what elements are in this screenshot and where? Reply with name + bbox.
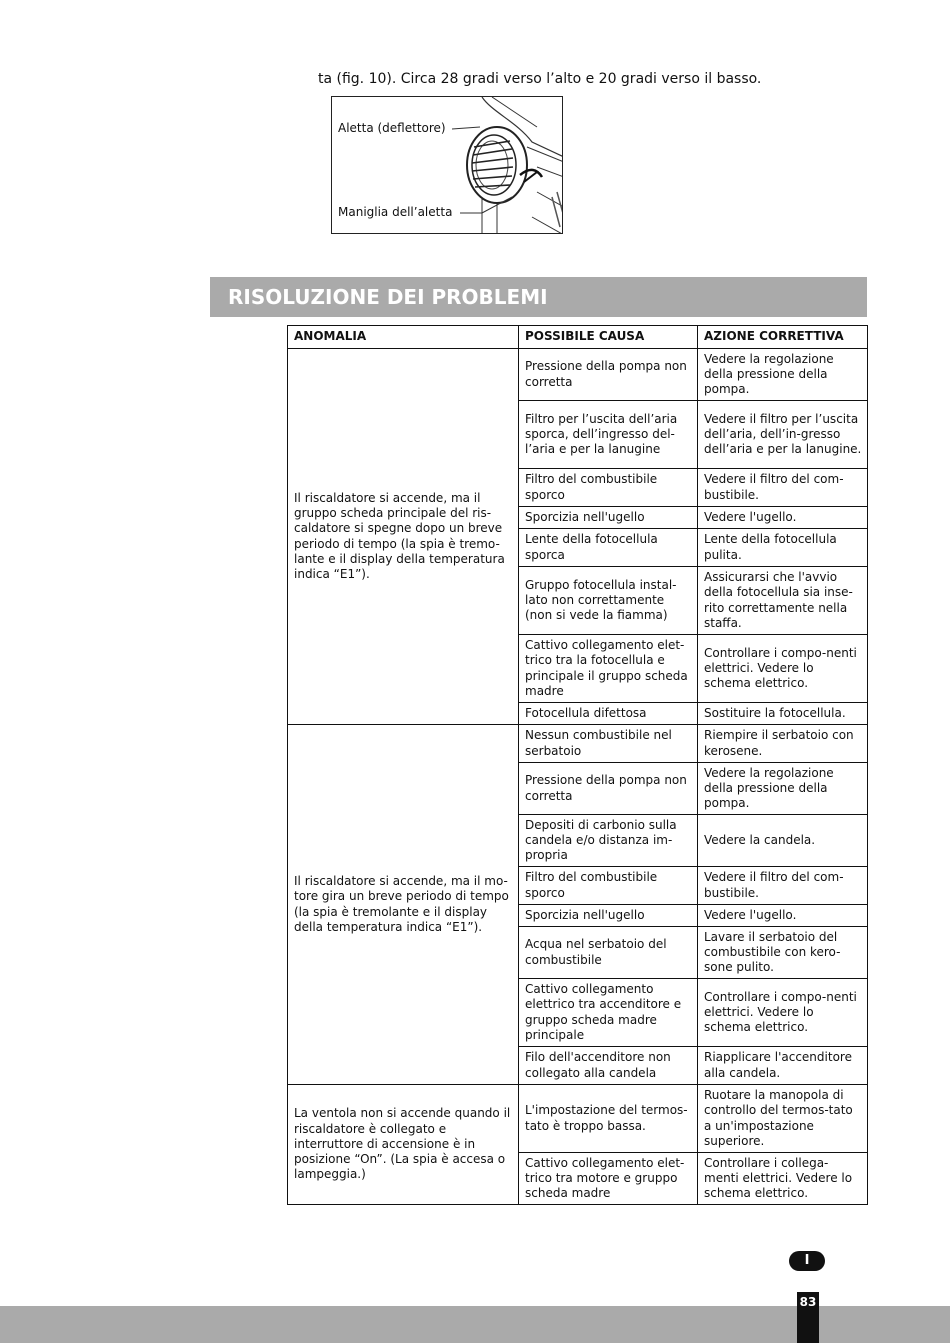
header-causa: POSSIBILE CAUSA: [519, 326, 698, 349]
anomalia-cell: La ventola non si accende quando il riscaldatore è collegato e interruttore di accensione è in posizione “On”. (La spia è accesa o lampeggia.): [288, 1085, 519, 1205]
action-cell: Riempire il serbatoio con kerosene.: [698, 725, 868, 763]
action-cell: Lente della fotocellula pulita.: [698, 529, 868, 567]
figure-label-handle: Maniglia dell’aletta: [338, 205, 453, 219]
action-cell: Controllare i compo-nenti elettrici. Vedere lo schema elettrico.: [698, 635, 868, 703]
action-cell: Controllare i compo-nenti elettrici. Vedere lo schema elettrico.: [698, 979, 868, 1047]
action-cell: Lavare il serbatoio del combustibile con kero-sone pulito.: [698, 927, 868, 979]
table-row: [288, 1085, 868, 1153]
action-cell: Vedere il filtro del com-bustibile.: [698, 469, 868, 507]
table-row: [288, 349, 868, 401]
cause-cell: Filtro del combustibile sporco: [519, 469, 698, 507]
page-number: 83: [797, 1292, 819, 1343]
cause-cell: Pressione della pompa non corretta: [519, 763, 698, 815]
action-cell: Vedere l'ugello.: [698, 905, 868, 927]
header-anomalia: ANOMALIA: [288, 326, 519, 349]
cause-cell: L'impostazione del termos-tato è troppo bassa.: [519, 1085, 698, 1153]
cause-cell: Cattivo collegamento elet-trico tra motore e gruppo scheda madre: [519, 1153, 698, 1205]
table-header-row: [288, 326, 868, 349]
cause-cell: Acqua nel serbatoio del combustibile: [519, 927, 698, 979]
figure-label-louver: Aletta (deflettore): [338, 121, 446, 135]
cause-cell: Cattivo collegamento elettrico tra accenditore e gruppo scheda madre principale: [519, 979, 698, 1047]
table-row: [288, 725, 868, 763]
cause-cell: Sporcizia nell'ugello: [519, 507, 698, 529]
troubleshooting-table: [287, 325, 868, 1205]
action-cell: Assicurarsi che l'avvio della fotocellula sia inse-rito correttamente nella staffa.: [698, 567, 868, 635]
cause-cell: Filtro per l’uscita dell’aria sporca, dell’ingresso del-l’aria e per la lanugine: [519, 401, 698, 469]
header-azione: AZIONE CORRETTIVA: [698, 326, 868, 349]
cause-cell: Lente della fotocellula sporca: [519, 529, 698, 567]
action-cell: Vedere il filtro per l’uscita dell’aria, dell’in-gresso dell’aria e per la lanugine.: [698, 401, 868, 469]
intro-text: ta (fig. 10). Circa 28 gradi verso l’alto e 20 gradi verso il basso.: [318, 71, 762, 87]
cause-cell: Nessun combustibile nel serbatoio: [519, 725, 698, 763]
action-cell: Vedere la regolazione della pressione della pompa.: [698, 349, 868, 401]
action-cell: Vedere la regolazione della pressione della pompa.: [698, 763, 868, 815]
cause-cell: Sporcizia nell'ugello: [519, 905, 698, 927]
language-badge: I: [789, 1251, 825, 1271]
action-cell: Vedere la candela.: [698, 815, 868, 867]
section-title: RISOLUZIONE DEI PROBLEMI: [210, 277, 867, 317]
action-cell: Sostituire la fotocellula.: [698, 703, 868, 725]
anomalia-cell: Il riscaldatore si accende, ma il mo-tore gira un breve periodo di tempo (la spia è tremolante e il display della temperatura indica “E1”).: [288, 725, 519, 1085]
cause-cell: Pressione della pompa non corretta: [519, 349, 698, 401]
action-cell: Vedere l'ugello.: [698, 507, 868, 529]
action-cell: Vedere il filtro del com-bustibile.: [698, 867, 868, 905]
cause-cell: Depositi di carbonio sulla candela e/o distanza im-propria: [519, 815, 698, 867]
cause-cell: Filtro del combustibile sporco: [519, 867, 698, 905]
figure-louver: [331, 96, 563, 234]
cause-cell: Gruppo fotocellula instal-lato non correttamente (non si vede la fiamma): [519, 567, 698, 635]
cause-cell: Filo dell'accenditore non collegato alla candela: [519, 1047, 698, 1085]
cause-cell: Cattivo collegamento elet-trico tra la fotocellula e principale il gruppo scheda madre: [519, 635, 698, 703]
action-cell: Controllare i collega-menti elettrici. Vedere lo schema elettrico.: [698, 1153, 868, 1205]
action-cell: Riapplicare l'accenditore alla candela.: [698, 1047, 868, 1085]
anomalia-cell: Il riscaldatore si accende, ma il gruppo scheda principale del ris-caldatore si spegne dopo un breve periodo di tempo (la spia è tremo-lante e il display della temperatura indica “E1”).: [288, 349, 519, 725]
cause-cell: Fotocellula difettosa: [519, 703, 698, 725]
action-cell: Ruotare la manopola di controllo del termos-tato a un'impostazione superiore.: [698, 1085, 868, 1153]
